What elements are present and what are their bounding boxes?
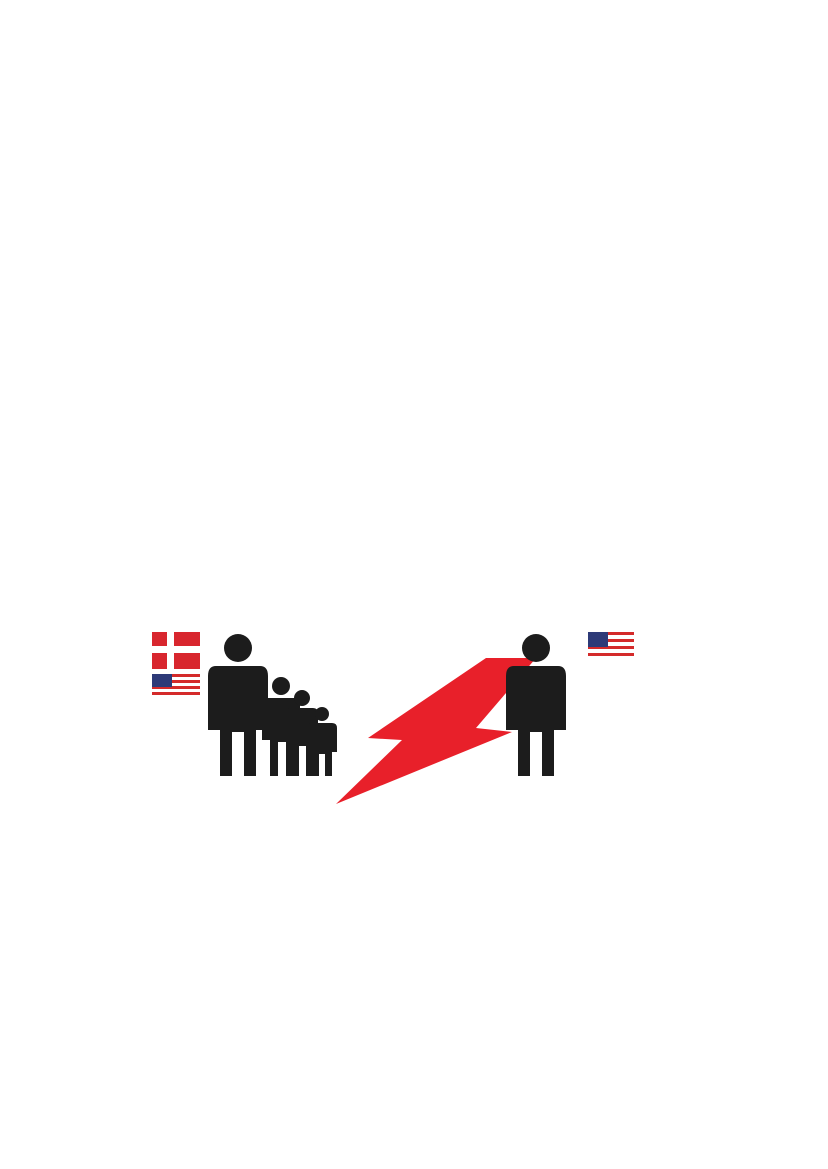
us-flag-icon: [152, 674, 200, 698]
danish-flag-icon: [152, 632, 200, 669]
mother-figure-icon: [506, 634, 566, 776]
infographic-art: [140, 628, 700, 808]
family-infographic: [140, 628, 700, 943]
father-figure-icon: [208, 634, 268, 776]
us-flag-icon: [588, 632, 634, 660]
